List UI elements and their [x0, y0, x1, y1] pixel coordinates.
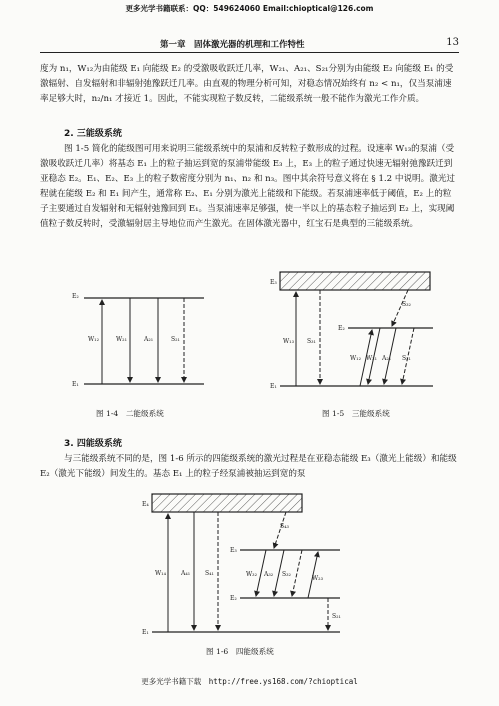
figure-1-5-caption: 图 1-5 三能级系统: [322, 409, 390, 418]
label-w12: W₁₂: [350, 355, 361, 362]
label-w23: W₂₃: [312, 575, 323, 582]
label-e2: E₂: [230, 595, 237, 602]
label-s31: S₃₁: [307, 338, 316, 345]
label-s32: S₃₂: [282, 571, 291, 578]
label-a21: A₂₁: [144, 336, 154, 343]
label-w12: W₁₂: [88, 336, 99, 343]
label-w21: W₂₁: [116, 336, 127, 343]
label-w32: W₃₂: [246, 571, 257, 578]
label-a21: A₂₁: [382, 355, 392, 362]
chapter-title: 第一章 固体激光器的机理和工作特性: [160, 40, 305, 50]
arrow-s43: [274, 512, 286, 548]
label-s21: S₂₁: [171, 336, 180, 343]
label-w21: W₂₁: [366, 355, 377, 362]
figure-1-5-three-level-diagram: [268, 268, 448, 396]
label-e2: E₂: [72, 293, 79, 300]
label-s41: S₄₁: [205, 570, 214, 577]
promo-header: 更多光学书籍联系：QQ：549624060 Email:chioptical@126.com: [125, 4, 374, 13]
label-s21: S₂₁: [402, 355, 411, 362]
arrow-s32: [392, 290, 408, 326]
label-s43: S₄₃: [280, 523, 289, 530]
figure-1-6-caption: 图 1-6 四能级系统: [206, 647, 274, 656]
label-e1: E₁: [270, 383, 277, 390]
section-heading-four-level: 3. 四能级系统: [64, 439, 122, 449]
label-e3: E₃: [270, 279, 277, 286]
label-w13: W₁₃: [283, 338, 294, 345]
label-e2: E₂: [338, 325, 345, 332]
pump-band-e4: [152, 494, 302, 512]
label-a41: A₄₁: [181, 570, 191, 577]
label-e1: E₁: [72, 381, 79, 388]
pump-band-e3: [280, 272, 430, 290]
page-number: 13: [446, 37, 459, 48]
label-e3: E₃: [230, 547, 237, 554]
label-e1: E₁: [142, 629, 149, 636]
label-s32: S₃₂: [402, 301, 411, 308]
paragraph-three-level: 图 1-5 简化的能级图可用来说明三能级系统中的泵浦和反转粒子数形成的过程。设速率 W₁₃的泵浦（受激吸收跃迁几率）将基态 E₁ 上的粒子抽运到宽的泵浦带能级 E₃ 上，E₃ 上的粒子通过快速无辐射弛豫跃迁到亚稳态 E₂。E₁、E₂、E₃ 上的粒子数密度分别为 n₁、n₂ 和 n₃。图中其余符号意义将在 § 1.2 中说明。激光过程就在能级 E₂ 和 E₁ 间产生，通常称 E₂、E₁ 分别为激光上能级和下能级。若泵浦速率低于阈值，E₂ 上的粒子主要通过自发辐射和无辐射弛豫回到 E₁。当泵浦速率足够强，使一半以上的基态粒子抽运到 E₂ 上，实现阈值粒子数反转时，受激辐射居主导地位而产生激光。在固体激光器中，红宝石是典型的三能级系统。: [40, 144, 456, 229]
section-heading-three-level: 2. 三能级系统: [64, 129, 122, 139]
label-e4: E₄: [142, 501, 149, 508]
paragraph-four-level: 与三能级系统不同的是，图 1-6 所示的四能级系统的激光过程是在亚稳态能级 E₃（激光上能级）和能级 E₂（激光下能级）间发生的。基态 E₁ 上的粒子经泵浦被抽运到宽的泵: [40, 454, 457, 479]
running-header: [40, 38, 459, 53]
label-a32: A₃₂: [264, 571, 274, 578]
promo-footer: 更多光学书籍下载 http://free.ys168.com/?chioptical: [141, 677, 358, 686]
figure-1-6-four-level-diagram: [140, 490, 360, 640]
label-s21: S₂₁: [332, 613, 341, 620]
label-w14: W₁₄: [155, 570, 166, 577]
paragraph-two-level: 度为 n₁，W₁₂为由能级 E₁ 向能级 E₂ 的受激吸收跃迁几率，W₂₁、A₂₁、S₂₁分别为由能级 E₂ 向能级 E₁ 的受激辐射、自发辐射和非辐射弛豫跃迁几率。由直观的物理分析可知，对稳态情况始终有 n₂ < n₁，仅当泵浦速率足够大时，n₂/n₁ 才接近 1。因此，不能实现粒子数反转，二能级系统一般不能作为激光工作介质。: [40, 64, 454, 104]
arrow-s32: [292, 550, 302, 596]
figure-1-4-two-level-diagram: [74, 286, 214, 396]
figure-1-4-caption: 图 1-4 二能级系统: [96, 409, 164, 418]
